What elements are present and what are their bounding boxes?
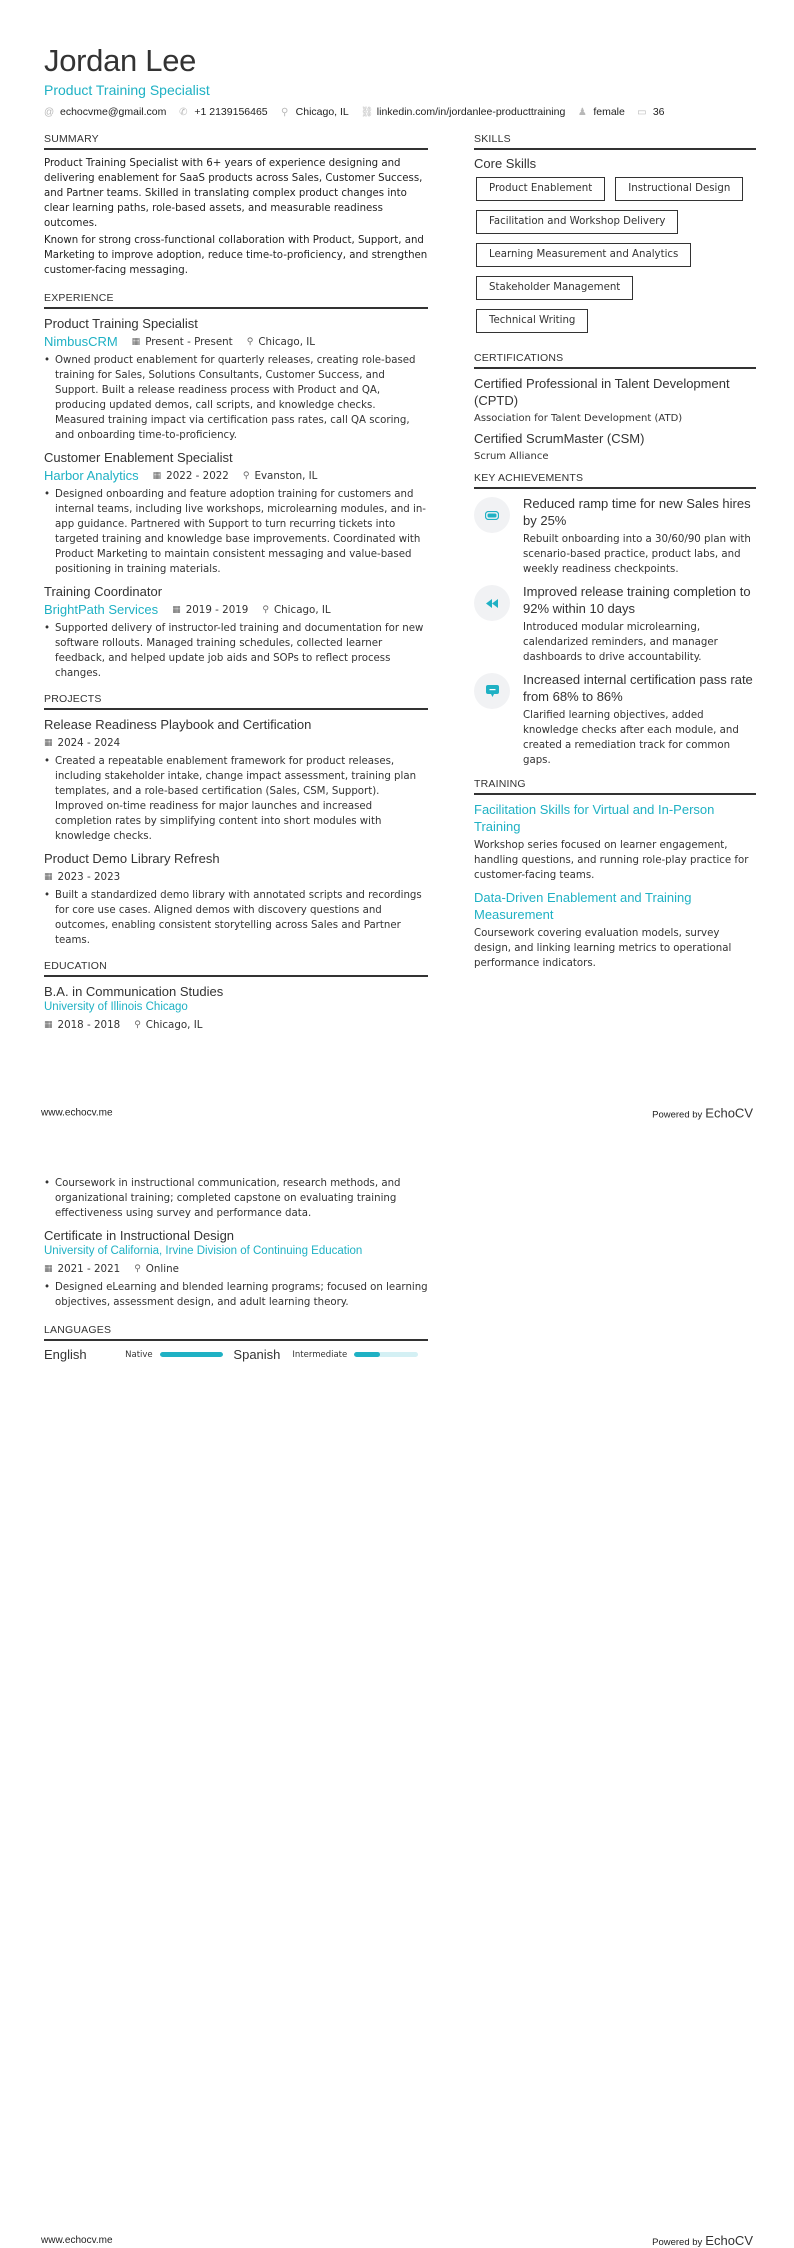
dates-text: 2023 - 2023 bbox=[57, 871, 121, 883]
phone-icon: ✆ bbox=[179, 106, 188, 118]
certifications-heading: CERTIFICATIONS bbox=[474, 352, 756, 369]
left-column-continued bbox=[44, 1173, 428, 1362]
link-icon: ⛓ bbox=[360, 106, 374, 118]
certifications-section bbox=[474, 352, 756, 462]
education-section-continued bbox=[44, 1176, 428, 1310]
job-location bbox=[243, 468, 318, 484]
project-dates bbox=[44, 735, 120, 751]
bullet-item: • Designed eLearning and blended learning programs; focused on learning objectives, assessment design, and adult learning theory. bbox=[44, 1280, 428, 1310]
skill-tag: Product Enablement bbox=[476, 177, 605, 201]
achievement-description: Clarified learning objectives, added knowledge checks after each module, and created a remediation track for common gaps. bbox=[523, 710, 739, 766]
skill-tag: Technical Writing bbox=[476, 309, 588, 333]
location-text: Chicago, IL bbox=[295, 106, 349, 118]
contact-gender bbox=[577, 106, 625, 118]
education-location bbox=[134, 1017, 202, 1033]
rewind-icon bbox=[474, 585, 510, 621]
location-pin-icon: ⚲ bbox=[246, 337, 254, 347]
skill-tag: Instructional Design bbox=[615, 177, 743, 201]
summary-paragraph: Known for strong cross-functional collaboration with Product, Support, and Marketing to improve adoption, reduce time-to-proficiency, and strengthen customer-facing messaging. bbox=[44, 235, 428, 276]
education-item bbox=[44, 1176, 428, 1221]
resume-page-1 bbox=[0, 0, 794, 1123]
calendar-icon: ▦ bbox=[44, 1020, 53, 1030]
job-dates bbox=[132, 334, 233, 350]
location-text: Chicago, IL bbox=[145, 1019, 203, 1031]
summary-paragraph: Product Training Specialist with 6+ years of experience designing and delivering enablement for SaaS products across Sales, Customer Success, and Partner teams. Skilled in translating complex product changes into clear learning paths, role-based assets, and measurable readiness outcomes. bbox=[44, 158, 423, 229]
footer-site-link[interactable]: www.echocv.me bbox=[41, 1107, 113, 1119]
brand-logo: EchoCV bbox=[705, 2233, 753, 2248]
powered-by-text: Powered by bbox=[652, 1109, 703, 1121]
comment-icon bbox=[474, 673, 510, 709]
certification-issuer: Scrum Alliance bbox=[474, 451, 549, 462]
training-name: Facilitation Skills for Virtual and In-Person Training bbox=[474, 802, 715, 834]
bullet-item: • Coursework in instructional communication, research methods, and organizational training; completed capstone on evaluating training effectiveness using survey and performance data. bbox=[44, 1176, 428, 1221]
project-meta bbox=[44, 869, 428, 885]
dates-text: 2019 - 2019 bbox=[185, 604, 249, 616]
skill-tag: Stakeholder Management bbox=[476, 276, 633, 300]
location-text: Online bbox=[145, 1263, 179, 1275]
certification-name: Certified Professional in Talent Development (CPTD) bbox=[474, 376, 730, 408]
contact-location bbox=[280, 106, 349, 118]
experience-item bbox=[44, 315, 428, 443]
job-meta bbox=[44, 602, 428, 618]
person-icon: ♟ bbox=[577, 106, 587, 118]
left-column bbox=[44, 133, 428, 1039]
powered-by-text: Powered by bbox=[652, 2237, 703, 2248]
education-section bbox=[44, 960, 428, 1033]
experience-item bbox=[44, 583, 428, 681]
summary-heading: SUMMARY bbox=[44, 133, 428, 150]
dates-text: 2022 - 2022 bbox=[166, 470, 229, 482]
languages-section bbox=[44, 1324, 428, 1362]
at-icon: @ bbox=[44, 106, 55, 118]
linkedin-text: linkedin.com/in/jordanlee-producttraining bbox=[376, 106, 566, 118]
education-dates bbox=[44, 1261, 120, 1277]
training-section bbox=[474, 778, 756, 971]
training-name: Data-Driven Enablement and Training Measurement bbox=[474, 890, 692, 922]
education-item bbox=[44, 1227, 428, 1310]
job-location bbox=[262, 602, 330, 618]
brand-logo: EchoCV bbox=[705, 1105, 753, 1121]
achievement-title: Increased internal certification pass rate from 68% to 86% bbox=[523, 672, 753, 704]
project-bullets bbox=[44, 754, 428, 844]
language-level: Native bbox=[125, 1349, 153, 1360]
project-item bbox=[44, 850, 428, 948]
achievement-description: Introduced modular microlearning, calendarized reminders, and manager dashboards to drive accountability. bbox=[523, 622, 718, 663]
experience-heading: EXPERIENCE bbox=[44, 292, 428, 309]
calendar-icon: ▦ bbox=[44, 1264, 53, 1274]
language-name: Spanish bbox=[233, 1347, 281, 1362]
language-name: English bbox=[44, 1347, 87, 1362]
language-proficiency-bar bbox=[160, 1352, 224, 1357]
job-title: Product Training Specialist bbox=[44, 316, 198, 331]
achievement-title: Reduced ramp time for new Sales hires by 25% bbox=[523, 496, 751, 528]
footer-site-link[interactable]: www.echocv.me bbox=[41, 2235, 113, 2246]
certification-issuer: Association for Talent Development (ATD) bbox=[474, 413, 683, 424]
phone-text: +1 2139156465 bbox=[194, 106, 268, 118]
achievement-item bbox=[474, 583, 756, 665]
calendar-icon: ▦ bbox=[44, 738, 53, 748]
company-name: NimbusCRM bbox=[44, 334, 118, 349]
education-meta bbox=[44, 1017, 428, 1033]
page-footer bbox=[41, 1106, 753, 1121]
job-bullets bbox=[44, 487, 428, 577]
job-bullets bbox=[44, 621, 428, 681]
calendar-icon: ▦ bbox=[172, 605, 181, 615]
skills-heading: SKILLS bbox=[474, 133, 756, 150]
job-meta bbox=[44, 468, 428, 484]
job-title: Customer Enablement Specialist bbox=[44, 450, 233, 465]
language-list bbox=[44, 1347, 428, 1362]
email-text: echocvme@gmail.com bbox=[60, 106, 167, 118]
skill-tag: Learning Measurement and Analytics bbox=[476, 243, 691, 267]
project-bullets bbox=[44, 888, 428, 948]
job-location bbox=[247, 334, 315, 350]
certification-name: Certified ScrumMaster (CSM) bbox=[474, 431, 645, 446]
projects-section bbox=[44, 693, 428, 948]
dates-text: 2021 - 2021 bbox=[57, 1263, 121, 1275]
certification-item bbox=[474, 430, 756, 462]
location-pin-icon: ⚲ bbox=[242, 471, 250, 481]
experience-item bbox=[44, 449, 428, 577]
achievement-item bbox=[474, 671, 756, 768]
age-text: 36 bbox=[652, 106, 665, 118]
bullet-item: • Created a repeatable enablement framework for product releases, including stakeholder intake, change impact assessment, training plan templates, and a role-based certification (Sales, CSM, Support). Improved on-time readiness for major launches and increased completion rates by simplifying content into short modules with knowledge checks. bbox=[44, 754, 428, 844]
location-pin-icon: ⚲ bbox=[262, 605, 269, 615]
project-item bbox=[44, 716, 428, 844]
training-item bbox=[474, 801, 756, 883]
job-dates bbox=[172, 602, 248, 618]
education-location bbox=[134, 1261, 179, 1277]
location-pin-icon: ⚲ bbox=[134, 1020, 141, 1030]
company-name: BrightPath Services bbox=[44, 602, 159, 617]
project-name: Product Demo Library Refresh bbox=[44, 851, 220, 866]
skill-tag: Facilitation and Workshop Delivery bbox=[476, 210, 678, 234]
summary-section bbox=[44, 133, 428, 278]
language-level: Intermediate bbox=[292, 1349, 348, 1360]
battery-icon bbox=[474, 497, 510, 533]
skills-section bbox=[474, 133, 756, 342]
candidate-title: Product Training Specialist bbox=[44, 82, 210, 98]
skill-group-title: Core Skills bbox=[474, 156, 537, 171]
location-pin-icon: ⚲ bbox=[134, 1264, 141, 1274]
degree-name: Certificate in Instructional Design bbox=[44, 1228, 235, 1243]
calendar-icon: ▭ bbox=[637, 106, 647, 118]
training-description: Coursework covering evaluation models, survey design, and linking learning metrics to operational performance indicators. bbox=[474, 928, 732, 969]
education-item bbox=[44, 983, 428, 1033]
achievements-section bbox=[474, 472, 756, 768]
language-proficiency-fill bbox=[160, 1352, 224, 1357]
achievement-item bbox=[474, 495, 756, 577]
projects-heading: PROJECTS bbox=[44, 693, 428, 710]
skill-tags bbox=[474, 177, 756, 342]
education-dates bbox=[44, 1017, 120, 1033]
location-text: Chicago, IL bbox=[273, 604, 331, 616]
job-meta bbox=[44, 334, 428, 350]
bullet-item: • Supported delivery of instructor-led training and documentation for new software rollouts. Managed training schedules, collected learner feedback, and helped update job aids and SOPs to reflect process changes. bbox=[44, 621, 428, 681]
location-text: Chicago, IL bbox=[258, 336, 316, 348]
company-name: Harbor Analytics bbox=[44, 468, 139, 483]
education-meta bbox=[44, 1261, 428, 1277]
achievements-heading: KEY ACHIEVEMENTS bbox=[474, 472, 756, 489]
contact-email[interactable] bbox=[44, 106, 166, 118]
training-item bbox=[474, 889, 756, 971]
right-column bbox=[474, 133, 756, 977]
education-heading: EDUCATION bbox=[44, 960, 428, 977]
training-description: Workshop series focused on learner engagement, handling questions, and running role-play practice for customer-facing teams. bbox=[474, 840, 749, 881]
resume-header bbox=[44, 44, 764, 118]
contact-bar bbox=[44, 106, 764, 118]
powered-by bbox=[652, 1106, 753, 1121]
training-heading: TRAINING bbox=[474, 778, 756, 795]
school-name: University of Illinois Chicago bbox=[44, 1001, 188, 1013]
bullet-item: • Designed onboarding and feature adoption training for customers and internal teams, including live workshops, microlearning modules, and in-app guidance. Partnered with Support to turn recurring tickets into targeted training and knowledge base improvements. Coordinated with Product Marketing to maintain consistent messaging and value-based positioning in training materials. bbox=[44, 487, 428, 577]
languages-heading: LANGUAGES bbox=[44, 1324, 428, 1341]
language-proficiency-fill bbox=[354, 1352, 380, 1357]
calendar-icon: ▦ bbox=[152, 471, 162, 481]
education-bullets bbox=[44, 1176, 428, 1221]
job-title: Training Coordinator bbox=[44, 584, 163, 599]
calendar-icon: ▦ bbox=[44, 872, 53, 882]
certification-item bbox=[474, 375, 756, 424]
calendar-icon: ▦ bbox=[131, 337, 141, 347]
project-dates bbox=[44, 869, 120, 885]
achievement-description: Rebuilt onboarding into a 30/60/90 plan with scenario-based practice, product labs, and weekly readiness checkpoints. bbox=[523, 534, 751, 575]
location-text: Evanston, IL bbox=[254, 470, 318, 482]
dates-text: Present - Present bbox=[145, 336, 233, 348]
bullet-item: • Owned product enablement for quarterly releases, creating role-based training for Sales, Solutions Consultants, Customer Success, and Support. Built a release readiness process with Product and QA, producing updated demos, call scripts, and knowledge checks. Measured training impact via certification pass rates, call QA scoring, and onboarding time-to-proficiency. bbox=[44, 353, 428, 443]
job-bullets bbox=[44, 353, 428, 443]
bullet-item: • Built a standardized demo library with annotated scripts and recordings for core use cases. Aligned demos with discovery questions and outcomes, enabling consistent storytelling across Sales and Partner teams. bbox=[44, 888, 428, 948]
candidate-name: Jordan Lee bbox=[44, 43, 197, 78]
education-bullets bbox=[44, 1280, 428, 1310]
experience-section bbox=[44, 292, 428, 681]
location-pin-icon: ⚲ bbox=[280, 106, 289, 118]
language-proficiency-bar bbox=[354, 1352, 418, 1357]
project-meta bbox=[44, 735, 428, 751]
project-name: Release Readiness Playbook and Certification bbox=[44, 717, 312, 732]
dates-text: 2018 - 2018 bbox=[57, 1019, 121, 1031]
degree-name: B.A. in Communication Studies bbox=[44, 984, 224, 999]
achievement-title: Improved release training completion to 92% within 10 days bbox=[523, 584, 751, 616]
contact-phone[interactable] bbox=[178, 106, 267, 118]
dates-text: 2024 - 2024 bbox=[57, 737, 121, 749]
resume-page-2 bbox=[0, 1123, 794, 2246]
school-name: University of California, Irvine Division of Continuing Education bbox=[44, 1245, 363, 1257]
gender-text: female bbox=[593, 106, 625, 118]
contact-age bbox=[637, 106, 665, 118]
contact-linkedin[interactable] bbox=[361, 106, 566, 118]
job-dates bbox=[153, 468, 229, 484]
